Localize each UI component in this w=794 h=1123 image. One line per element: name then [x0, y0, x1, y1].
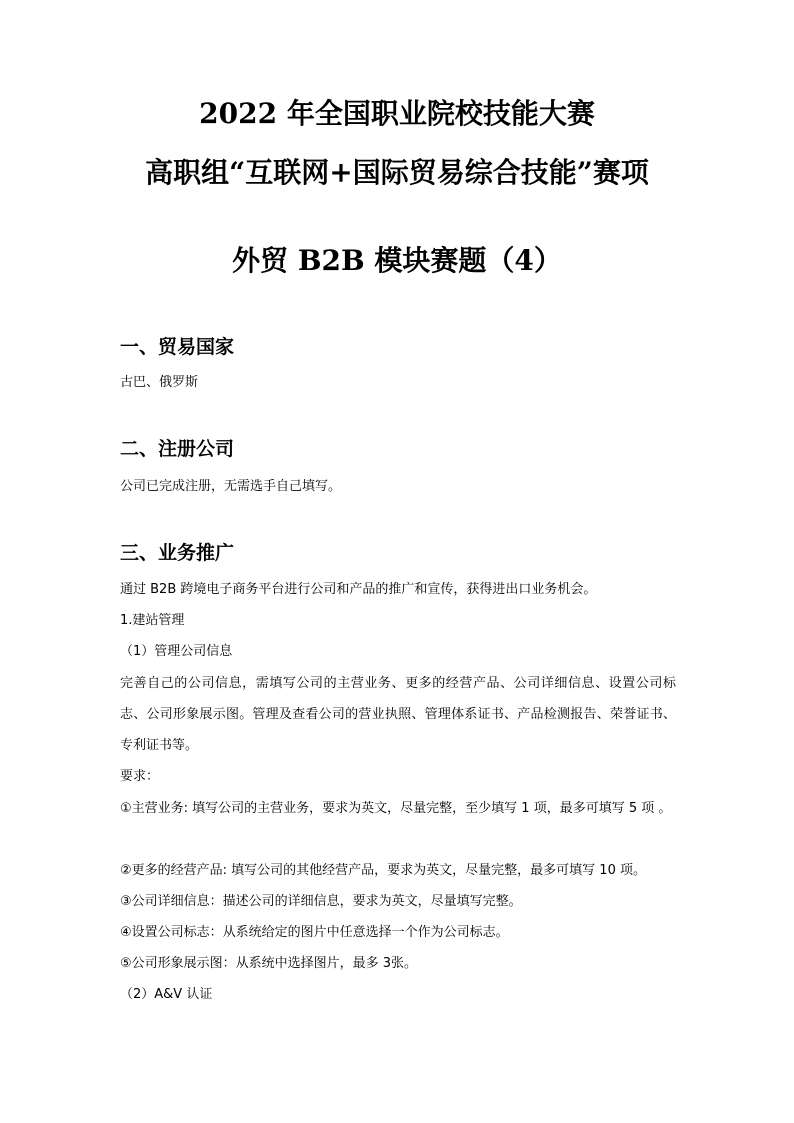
- item-manage-company-info-title: （1）管理公司信息: [120, 644, 233, 659]
- requirement-more-products: ②更多的经营产品: 填写公司的其他经营产品，要求为英文，尽量完整，最多可填写 10 项。: [120, 863, 646, 878]
- requirement-company-logo: ④设置公司标志：从系统给定的图片中任意选择一个作为公司标志。: [120, 925, 509, 940]
- requirement-company-details: ③公司详细信息：描述公司的详细信息，要求为英文，尽量填写完整。: [120, 894, 522, 909]
- document-title-line-1: 2022 年全国职业院校技能大赛: [199, 97, 595, 130]
- section-heading-business-promotion: 三、业务推广: [120, 542, 235, 564]
- requirement-main-business: ①主营业务: 填写公司的主营业务，要求为英文，尽量完整，至少填写 1 项，最多可填写 5 项 。: [120, 801, 672, 816]
- register-company-text: 公司已完成注册，无需选手自己填写。: [120, 479, 342, 494]
- section-heading-trade-countries: 一、贸易国家: [120, 336, 235, 358]
- manage-company-info-description: 完善自己的公司信息，需填写公司的主营业务、更多的经营产品、公司详细信息、设置公司标志、公司形象展示图。管理及查看公司的营业执照、管理体系证书、产品检测报告、荣誉证书、专利证书等。: [120, 676, 676, 753]
- trade-countries-text: 古巴、俄罗斯: [120, 375, 199, 390]
- requirements-label: 要求：: [120, 769, 160, 784]
- document-title-line-2: 高职组“互联网+国际贸易综合技能”赛项: [145, 156, 649, 189]
- item-av-certification-title: （2）A&V 认证: [120, 987, 213, 1002]
- section-heading-register-company: 二、注册公司: [120, 438, 235, 460]
- subsection-site-management: 1.建站管理: [120, 613, 185, 628]
- requirement-company-images: ⑤公司形象展示图：从系统中选择图片，最多 3张。: [120, 956, 418, 971]
- document-title-line-3: 外贸 B2B 模块赛题（4）: [232, 244, 562, 277]
- business-promotion-intro: 通过 B2B 跨境电子商务平台进行公司和产品的推广和宣传，获得进出口业务机会。: [120, 582, 597, 597]
